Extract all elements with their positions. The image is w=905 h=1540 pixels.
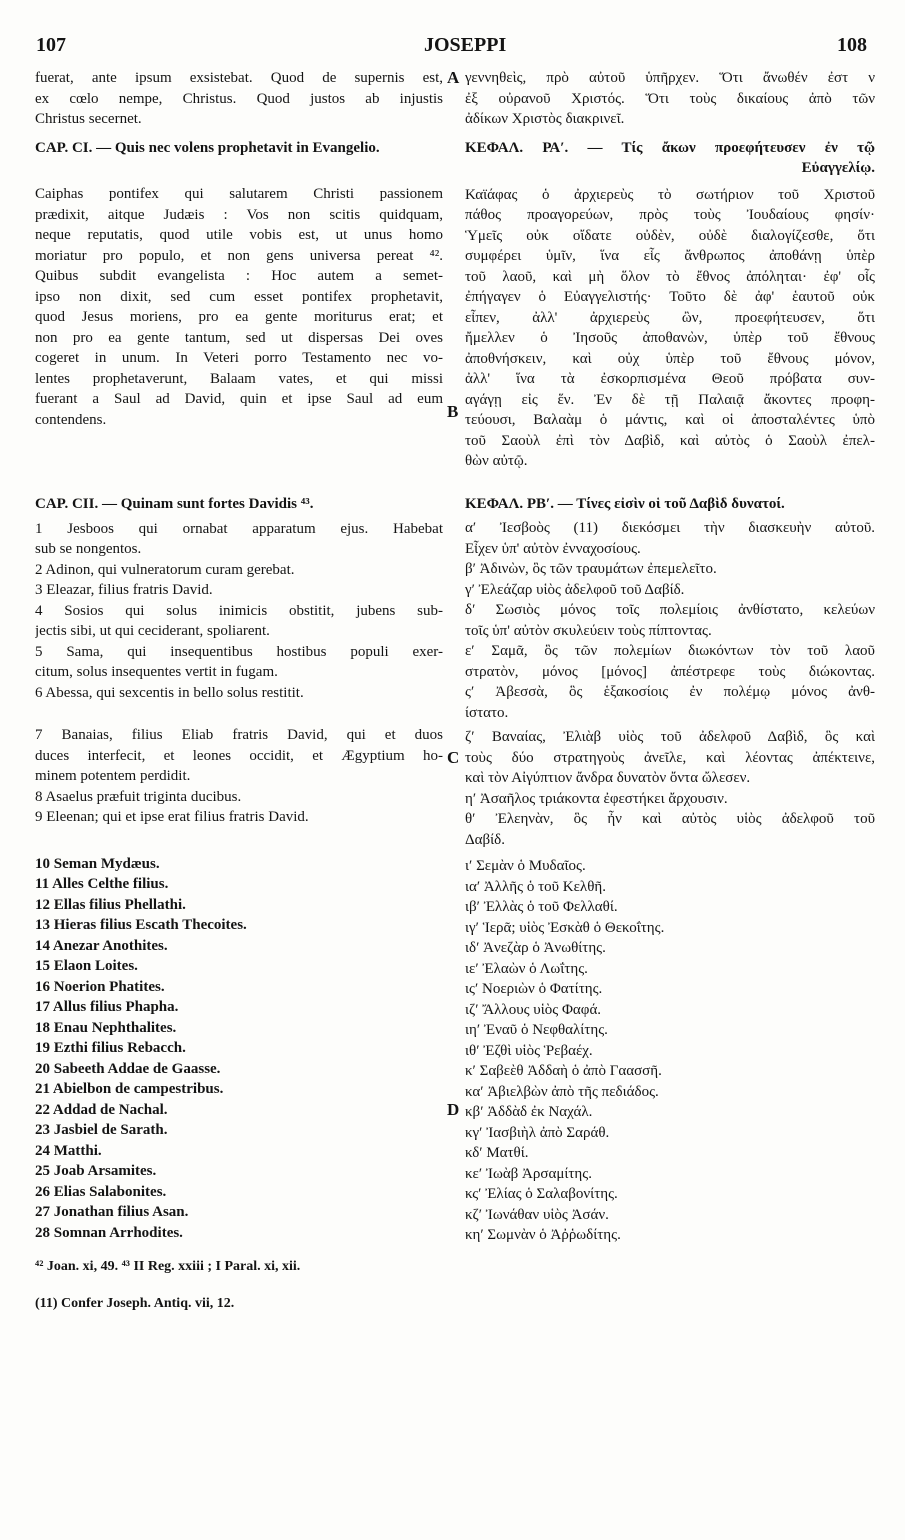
greek-body-line: τεύουσι, Βαλαὰμ ὁ μάντις, καὶ οἱ ἀποσταλέντες ὑπὸ [465, 412, 875, 428]
greek-cap101-title: ΚΕΦΑΛ. ΡΑʹ. — Τίς ἄκων προεφήτευσεν ἐν τῷ [465, 139, 875, 156]
greek-body-line: θὼν αὐτῷ. [465, 453, 528, 469]
latin-intro-line: ex cœlo nempe, Christus. Quod justos ab injustis [35, 90, 443, 107]
greek-list-item: κγʹ Ἰασβιὴλ ἀπὸ Σαράθ. [465, 1124, 610, 1141]
footnote-11: (11) Confer Joseph. Antiq. vii, 12. [35, 1295, 235, 1311]
latin-body-line: moriatur pro populo, et non gens universa pereat ⁴². [35, 247, 443, 264]
margin-letter-b: B [447, 402, 459, 421]
greek-cap102-title: ΚΕΦΑΛ. ΡΒʹ. — Τίνες εἰσὶν οἱ τοῦ Δαβὶδ δυνατοί. [465, 495, 785, 512]
greek-body-line: Καϊάφας ὁ ἀρχιερεὺς τὸ σωτήριον τοῦ Χριστοῦ [465, 186, 875, 203]
greek-item-line: δʹ Σωσιὸς μόνος τοῖς πολεμίοις ἀνθίστατο, κελεύων [465, 602, 875, 618]
latin-item-line: 8 Asaelus præfuit triginta ducibus. [35, 788, 242, 805]
latin-list-item: 23 Jasbiel de Sarath. [35, 1122, 168, 1138]
latin-items-c [35, 854, 443, 1244]
latin-item-line: sub se nongentos. [35, 541, 142, 557]
greek-item-line: βʹ Ἀδινὼν, ὃς τῶν τραυμάτων ἐπεμελεῖτο. [465, 561, 717, 577]
greek-list-item: ιθʹ Ἐζθὶ υἱὸς Ῥεβαέχ. [465, 1042, 593, 1059]
greek-item-line: τοῖς ὑπ' αὐτὸν σκυλεύειν τοὺς πίπτοντας. [465, 622, 712, 639]
latin-item-line: 6 Abessa, qui sexcentis in bello solus restitit. [35, 684, 304, 701]
latin-items-a [35, 519, 443, 704]
greek-list-item: ιγʹ Ἱερᾶ; υἱὸς Ἐσκὰθ ὁ Θεκοΐτης. [465, 919, 665, 936]
latin-list-item: 11 Alles Celthe filius. [35, 876, 169, 892]
greek-body-line: πάθος προαγορεύων, πρὸς τοὺς Ἰουδαίους φησίν· [465, 207, 875, 223]
latin-list-item: 18 Enau Nephthalites. [35, 1019, 177, 1036]
greek-body-line: συμφέρει ὑμῖν, ἵνα εἷς ἄνθρωπος ἀποθάνῃ ὑπὲρ [465, 248, 875, 264]
greek-body-line: εἶπεν, ἀλλ' ἀρχιερεὺς ὢν, προεφήτευσεν, ὅτι [465, 309, 875, 326]
latin-body-line: ipso non dixit, sed cum esset pontifex prophetavit, [35, 288, 443, 305]
page-body [35, 68, 875, 1528]
greek-list-item: ιʹ Σεμὰν ὁ Μυδαῖος. [465, 858, 586, 874]
greek-body-line: ἐπήγαγεν ὁ Εὐαγγελιστής· Τοῦτο δὲ ἀφ' ἑαυτοῦ οὐκ [465, 289, 875, 305]
latin-items-b [35, 725, 443, 828]
latin-item-line: 5 Sama, qui insequentibus hostibus populi exer- [35, 643, 443, 660]
latin-cap101-body [35, 184, 443, 430]
latin-item-line: duces interfecit, et leones occidit, et Ægyptium ho- [35, 747, 443, 764]
latin-column [35, 68, 443, 1314]
greek-items-b [465, 727, 875, 850]
greek-item-line: τοὺς δύο στρατηγοὺς ἀνεῖλε, καὶ λέοντας ἀπέκτεινε, [465, 749, 875, 766]
margin-letter-c: C [447, 748, 460, 767]
latin-body-line: cogeret in unum. In Veteri porro Testamento nec vo- [35, 350, 443, 366]
latin-list-item: 13 Hieras filius Escath Thecoites. [35, 917, 247, 933]
greek-list-item: ιβʹ Ἐλλὰς ὁ τοῦ Φελλαθί. [465, 899, 618, 915]
greek-body-line: αγάγῃ εἰς ἕν. Ἐν δὲ τῇ Παλαιᾷ ἄκοντες προφη- [465, 391, 875, 408]
greek-item-line: στρατὸν, μόνος [μόνος] ἀπέστρεφε τοὺς διώκοντας. [465, 663, 875, 680]
greek-body-line: τοῦ Σαοὺλ ἐπὶ τὸν Δαβὶδ, καὶ αὐτὸς ὁ Σαοὺλ ἐπελ- [465, 432, 875, 449]
latin-list-item: 27 Jonathan filius Asan. [35, 1204, 189, 1220]
greek-intro-line: ἐξ οὐρανοῦ Χριστός. Ὅτι τοὺς δικαίους ἀπὸ τῶν [465, 90, 875, 107]
latin-item-line: jectis sibi, ut qui ceciderant, spoliarent. [35, 623, 270, 639]
latin-list-item: 25 Joab Arsamites. [35, 1163, 157, 1179]
footnote-references: ⁴² Joan. xi, 49. ⁴³ II Reg. xxiii ; I Paral. xi, xii. [35, 1259, 301, 1274]
latin-list-item: 20 Sabeeth Addae de Gaasse. [35, 1060, 221, 1077]
greek-intro-line: γεννηθεὶς, πρὸ αὐτοῦ ὑπῆρχεν. Ὅτι ἄνωθέν ἐστ ν [465, 70, 875, 86]
greek-list-item: ιζʹ Ἄλλους υἱὸς Φαφά. [465, 1001, 602, 1018]
greek-item-line: αʹ Ἰεσβοὸς (11) διεκόσμει τὴν διασκευὴν αὐτοῦ. [465, 520, 875, 536]
latin-intro-line: fuerat, ante ipsum exsistebat. Quod de supernis est, [35, 70, 443, 86]
greek-item-line: θʹ Ἐλεηνὰν, ὃς ἦν καὶ αὐτὸς υἱὸς ἀδελφοῦ τοῦ [465, 811, 875, 827]
latin-list-item: 21 Abielbon de campestribus. [35, 1081, 224, 1097]
greek-list-item: ιδʹ Ἀνεζὰρ ὁ Ἀνωθίτης. [465, 940, 606, 956]
latin-item-line: 9 Eleenan; qui et ipse erat filius fratris David. [35, 809, 309, 825]
greek-cap101-title-cont: Εὐαγγελίῳ. [801, 160, 875, 176]
latin-item-line: citum, solus insequentes vertit in fugam. [35, 664, 278, 680]
latin-list-item: 24 Matthi. [35, 1142, 102, 1159]
latin-list-item: 15 Elaon Loites. [35, 958, 138, 974]
latin-body-line: Caiphas pontifex qui salutarem Christi passionem [35, 186, 443, 202]
greek-list-item: καʹ Ἀβιελβὼν ἀπὸ τῆς πεδιάδος. [465, 1083, 659, 1100]
greek-item-line: ηʹ Ἀσαῆλος τριάκοντα ἐφεστήκει ἄρχουσιν. [465, 790, 728, 807]
greek-item-line: εʹ Σαμᾶ, ὃς τῶν πολεμίων διωκόντων τὸν τοῦ λαοῦ [465, 643, 875, 659]
greek-intro [465, 68, 875, 130]
greek-item-line: ςʹ Ἀβεσσὰ, ὃς ἑξακοσίοις ἐν πολέμῳ μόνος ἀνθ- [465, 684, 875, 700]
latin-body-line: prædixit, aitque Judæis : Vos non scitis quidquam, [35, 206, 443, 223]
latin-body-line: neque reputatis, quod utile vobis est, ut unus homo [35, 227, 443, 243]
greek-list-item: ιςʹ Νοεριὼν ὁ Φατίτης. [465, 981, 603, 997]
latin-cap101-title: CAP. CI. — Quis nec volens prophetavit in Evangelio. [35, 139, 380, 156]
latin-intro-line: Christus secernet. [35, 111, 142, 127]
page-number-left: 107 [36, 34, 66, 56]
latin-body-line: quod Jesus moriens, pro ea gente moriturus erat; et [35, 309, 443, 325]
margin-letter-d: D [447, 1100, 460, 1119]
latin-list-item: 26 Elias Salabonites. [35, 1183, 167, 1200]
greek-body-line: τοῦ λαοῦ, καὶ μὴ ὅλον τὸ ἔθνος ἀπόληται· ἐφ' οἷς [465, 268, 875, 285]
latin-intro [35, 68, 443, 130]
margin-letter-a: A [447, 68, 460, 87]
greek-list-item: κʹ Σαβεὲθ Ἀδδαὴ ὁ ἀπὸ Γαασσῆ. [465, 1063, 662, 1079]
latin-list-item: 28 Somnan Arrhodites. [35, 1224, 183, 1241]
latin-body-line: Quibus subdit evangelista : Hoc autem a semet- [35, 268, 443, 284]
latin-list-item: 19 Ezthi filius Rebacch. [35, 1040, 186, 1056]
running-title: JOSEPPI [424, 34, 507, 56]
greek-item-line: ίστατο. [465, 704, 509, 721]
latin-item-line: 7 Banaias, filius Eliab fratris David, qui et duos [35, 727, 443, 743]
greek-cap101-body [465, 185, 875, 472]
greek-item-line: ζʹ Βαναίας, Ἐλιὰβ υἱὸς τοῦ ἀδελφοῦ Δαβὶδ, ὃς καὶ [465, 729, 875, 745]
latin-item-line: 2 Adinon, qui vulneratorum curam gerebat. [35, 561, 295, 578]
greek-list-item: κδʹ Ματθί. [465, 1145, 529, 1161]
greek-list-item: κεʹ Ἰωὰβ Ἀρσαμίτης. [465, 1165, 592, 1182]
latin-list-item: 14 Anezar Anothites. [35, 937, 168, 954]
greek-body-line: ἀποθνήσκειν, καὶ οὐχ ὑπὲρ τοῦ ἔθνους μόνον, [465, 350, 875, 367]
greek-items-c [465, 856, 875, 1246]
latin-list-item: 22 Addad de Nachal. [35, 1101, 168, 1118]
latin-item-line: minem potentem perdidit. [35, 768, 191, 784]
latin-body-line: fuerant a Saul ad David, quin et ipse Saul ad eum [35, 391, 443, 407]
page-number-right: 108 [837, 34, 867, 56]
greek-body-line: Ὑμεῖς οὐκ οἴδατε οὐδὲν, οὐδὲ διαλογίζεσθε, ὅτι [465, 227, 875, 244]
greek-item-line: Εἶχεν ὑπ' αὐτὸν ἐνναχοσίους. [465, 540, 641, 557]
latin-list-item: 12 Ellas filius Phellathi. [35, 896, 186, 913]
greek-list-item: ιεʹ Ἐλαὼν ὁ Λωΐτης. [465, 960, 588, 977]
latin-item-line: 1 Jesboos qui ornabat apparatum ejus. Habebat [35, 520, 443, 537]
latin-body-line: lentes prophetaverunt, Balaam vates, et qui missi [35, 370, 443, 387]
latin-list-item: 17 Allus filius Phapha. [35, 999, 179, 1015]
latin-item-line: 3 Eleazar, filius fratris David. [35, 582, 213, 598]
latin-item-line: 4 Sosios qui solus inimicis obstitit, jubens sub- [35, 602, 443, 619]
greek-list-item: κηʹ Σωμνὰν ὁ Ἀῤῥωδίτης. [465, 1227, 621, 1243]
greek-list-item: κςʹ Ἐλίας ὁ Σαλαβονίτης. [465, 1186, 618, 1202]
greek-list-item: κζʹ Ἰωνάθαν υἱὸς Ἀσάν. [465, 1206, 609, 1223]
latin-body-line: non pro ea gente tantum, sed ut dispersas Dei oves [35, 329, 443, 346]
greek-intro-line: ἀδίκων Χριστὸς διακρινεῖ. [465, 111, 625, 127]
greek-body-line: ἤμελλεν ὁ Ἰησοῦς ἀποθανὼν, ὑπὲρ τοῦ ἔθνους [465, 330, 875, 346]
latin-list-item: 10 Seman Mydæus. [35, 855, 160, 872]
greek-item-line: γʹ Ἐλεάζαρ υἱὸς ἀδελφοῦ τοῦ Δαβίδ. [465, 581, 685, 598]
greek-list-item: κβʹ Ἀδδὰδ ἐκ Ναχάλ. [465, 1104, 593, 1120]
latin-cap102-title: CAP. CII. — Quinam sunt fortes Davidis ⁴³. [35, 496, 314, 512]
greek-item-line: Δαβίδ. [465, 831, 505, 848]
greek-list-item: ιαʹ Ἀλλῆς ὁ τοῦ Κελθῆ. [465, 878, 606, 895]
greek-list-item: ιηʹ Ἐναῦ ὁ Νεφθαλίτης. [465, 1022, 608, 1038]
latin-body-line: contendens. [35, 411, 107, 428]
greek-item-line: καὶ τὸν Αἰγύπτιον ἄνδρα δυνατὸν ὄντα ὤλεσεν. [465, 770, 751, 786]
latin-list-item: 16 Noerion Phatites. [35, 978, 165, 995]
greek-items-a [465, 518, 875, 723]
greek-column [465, 68, 875, 1246]
greek-body-line: ἀλλ' ἵνα τὰ ἐσκορπισμένα Θεοῦ πρόβατα συν- [465, 371, 875, 387]
